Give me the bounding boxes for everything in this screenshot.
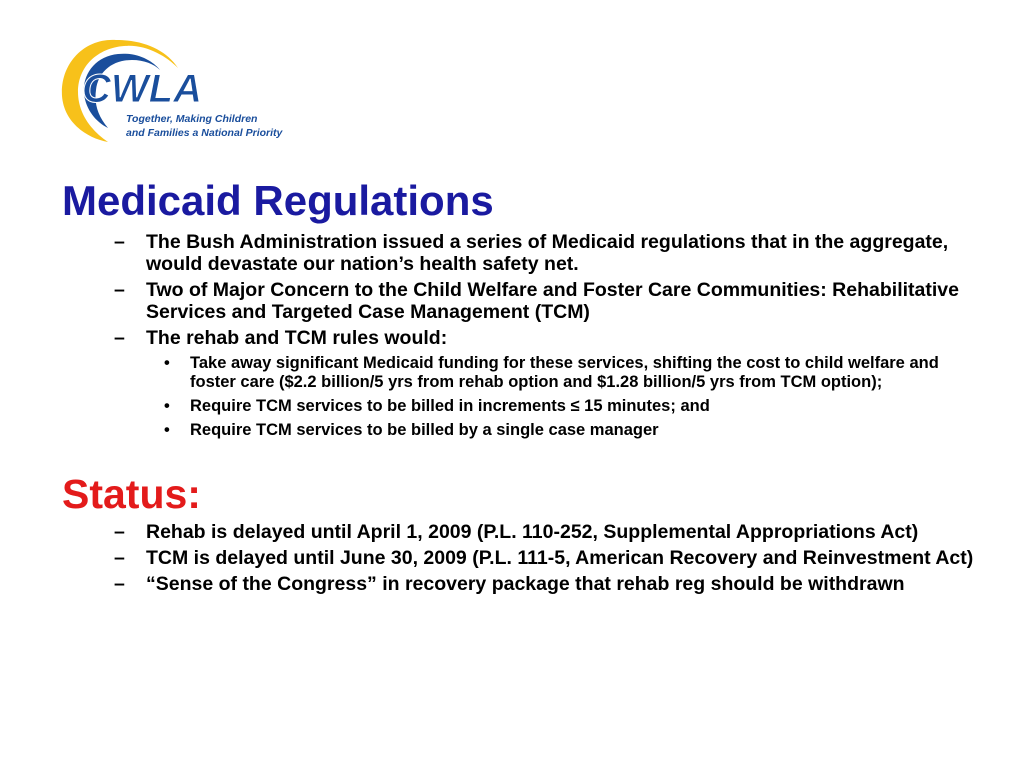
list-item-text: The rehab and TCM rules would: [146, 327, 448, 349]
medicaid-bullet-list [0, 231, 976, 445]
sub-list-item-text: Take away significant Medicaid funding for these services, shifting the cost to child welfare and foster care ($2.2 billion/5 yrs from rehab option and $1.28 billion/5 yrs from TCM option); [190, 354, 939, 391]
list-item-text: “Sense of the Congress” in recovery package that rehab reg should be withdrawn [146, 573, 905, 595]
sub-list-item [0, 354, 940, 392]
section-title-status: Status: [62, 471, 201, 517]
status-bullet-list [0, 521, 976, 599]
list-item-text: TCM is delayed until June 30, 2009 (P.L. 111-5, American Recovery and Reinvestment Act) [146, 547, 974, 569]
sub-list-item-text: Require TCM services to be billed by a single case manager [190, 421, 659, 439]
sub-list-container [0, 354, 976, 440]
list-item [0, 327, 976, 349]
cwla-logo-graphic [56, 34, 283, 154]
sub-list-item-text: Require TCM services to be billed in increments ≤ 15 minutes; and [190, 397, 710, 415]
section-title-medicaid-regulations: Medicaid Regulations [62, 177, 494, 224]
list-item-text: Two of Major Concern to the Child Welfare and Foster Care Communities: Rehabilitative Services and Targeted Case Management (TCM) [146, 279, 959, 323]
logo-wordmark: CWLA [82, 67, 202, 111]
dash-marker: – [114, 573, 125, 595]
logo-tagline-line-2: and Families a National Priority [126, 127, 283, 139]
list-item-text: Rehab is delayed until April 1, 2009 (P.L. 110-252, Supplemental Appropriations Act) [146, 521, 919, 543]
list-item [0, 547, 976, 569]
bullet-marker: • [164, 397, 170, 415]
list-item [0, 279, 976, 323]
list-item [0, 231, 976, 275]
list-item-text: The Bush Administration issued a series of Medicaid regulations that in the aggregate, would devastate our nation’s health safety net. [146, 231, 949, 275]
sub-list-item [0, 421, 940, 440]
list-item [0, 573, 976, 595]
bullet-marker: • [164, 421, 170, 439]
dash-marker: – [114, 327, 125, 349]
dash-marker: – [114, 521, 125, 543]
dash-marker: – [114, 279, 125, 301]
cwla-logo [56, 34, 283, 154]
dash-marker: – [114, 547, 125, 569]
bullet-marker: • [164, 354, 170, 372]
logo-tagline-line-1: Together, Making Children [126, 113, 258, 125]
sub-list-item [0, 397, 940, 416]
dash-marker: – [114, 231, 125, 253]
list-item [0, 521, 976, 543]
rules-sub-list [0, 354, 976, 440]
